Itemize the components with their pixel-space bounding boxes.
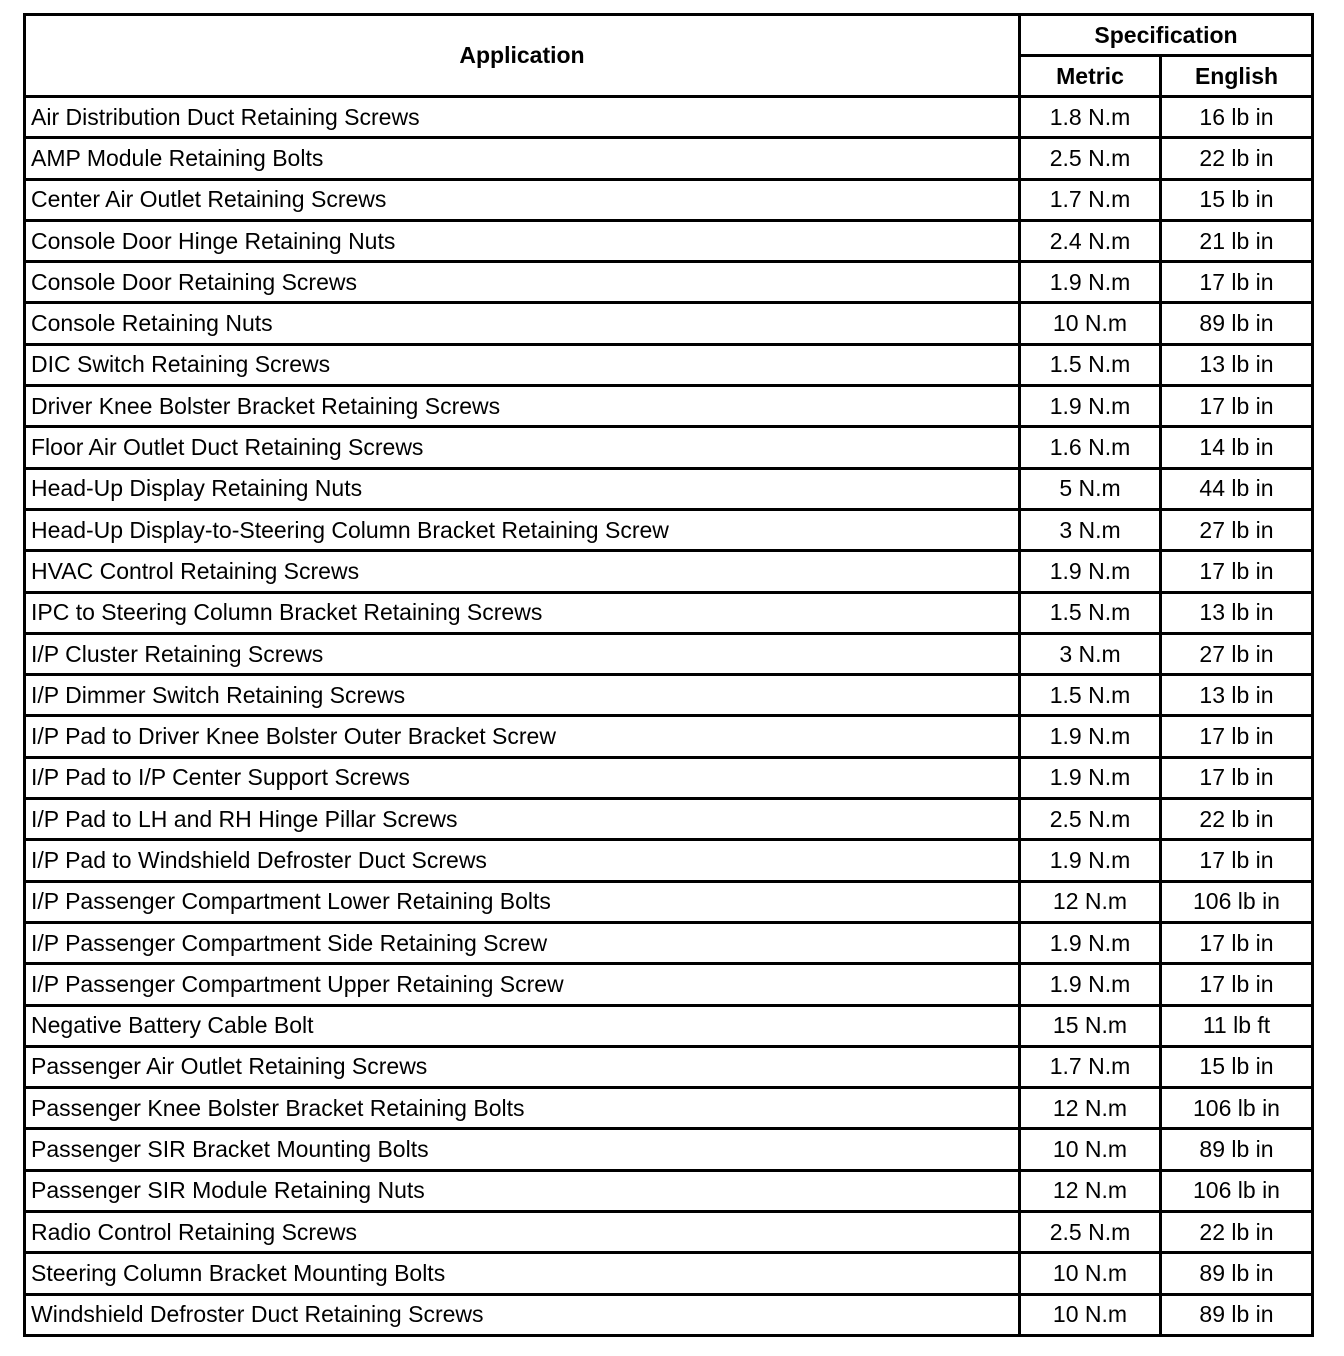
application-cell: I/P Passenger Compartment Lower Retaining Bolts [25, 881, 1020, 922]
application-cell: Head-Up Display Retaining Nuts [25, 468, 1020, 509]
table-row [25, 799, 1313, 840]
table-row [25, 1212, 1313, 1253]
metric-cell: 3 N.m [1020, 509, 1161, 550]
metric-cell: 1.9 N.m [1020, 840, 1161, 881]
english-cell: 22 lb in [1161, 799, 1313, 840]
application-cell: Passenger Air Outlet Retaining Screws [25, 1046, 1020, 1087]
metric-cell: 1.9 N.m [1020, 551, 1161, 592]
metric-cell: 12 N.m [1020, 1170, 1161, 1211]
application-cell: Console Door Retaining Screws [25, 262, 1020, 303]
table-row [25, 427, 1313, 468]
english-cell: 89 lb in [1161, 1129, 1313, 1170]
metric-cell: 1.9 N.m [1020, 757, 1161, 798]
table-header [25, 15, 1313, 97]
application-cell: HVAC Control Retaining Screws [25, 551, 1020, 592]
application-cell: Console Door Hinge Retaining Nuts [25, 220, 1020, 261]
metric-cell: 1.5 N.m [1020, 344, 1161, 385]
table-row [25, 1294, 1313, 1335]
application-cell: Passenger SIR Module Retaining Nuts [25, 1170, 1020, 1211]
metric-cell: 5 N.m [1020, 468, 1161, 509]
application-cell: I/P Pad to Driver Knee Bolster Outer Bracket Screw [25, 716, 1020, 757]
table-row [25, 1046, 1313, 1087]
metric-cell: 1.5 N.m [1020, 592, 1161, 633]
metric-cell: 2.4 N.m [1020, 220, 1161, 261]
application-column-header: Application [25, 15, 1020, 97]
english-cell: 44 lb in [1161, 468, 1313, 509]
english-cell: 17 lb in [1161, 386, 1313, 427]
metric-cell: 12 N.m [1020, 1088, 1161, 1129]
table-row [25, 303, 1313, 344]
metric-cell: 15 N.m [1020, 1005, 1161, 1046]
table-row [25, 468, 1313, 509]
application-cell: I/P Pad to I/P Center Support Screws [25, 757, 1020, 798]
metric-cell: 3 N.m [1020, 633, 1161, 674]
table-row [25, 922, 1313, 963]
metric-column-header: Metric [1020, 56, 1161, 97]
header-row-1 [25, 15, 1313, 56]
application-cell: Driver Knee Bolster Bracket Retaining Screws [25, 386, 1020, 427]
application-cell: Floor Air Outlet Duct Retaining Screws [25, 427, 1020, 468]
english-cell: 15 lb in [1161, 179, 1313, 220]
table-row [25, 633, 1313, 674]
english-cell: 17 lb in [1161, 840, 1313, 881]
english-cell: 89 lb in [1161, 303, 1313, 344]
application-cell: Windshield Defroster Duct Retaining Screws [25, 1294, 1020, 1335]
table-row [25, 138, 1313, 179]
application-cell: Passenger Knee Bolster Bracket Retaining Bolts [25, 1088, 1020, 1129]
metric-cell: 2.5 N.m [1020, 1212, 1161, 1253]
english-cell: 106 lb in [1161, 1088, 1313, 1129]
metric-cell: 1.9 N.m [1020, 964, 1161, 1005]
metric-cell: 12 N.m [1020, 881, 1161, 922]
application-cell: Console Retaining Nuts [25, 303, 1020, 344]
table-row [25, 509, 1313, 550]
table-row [25, 551, 1313, 592]
metric-cell: 1.8 N.m [1020, 97, 1161, 138]
metric-cell: 2.5 N.m [1020, 138, 1161, 179]
application-cell: Head-Up Display-to-Steering Column Bracket Retaining Screw [25, 509, 1020, 550]
english-cell: 15 lb in [1161, 1046, 1313, 1087]
english-cell: 17 lb in [1161, 551, 1313, 592]
table-row [25, 1005, 1313, 1046]
metric-cell: 1.9 N.m [1020, 922, 1161, 963]
metric-cell: 10 N.m [1020, 1253, 1161, 1294]
application-cell: AMP Module Retaining Bolts [25, 138, 1020, 179]
metric-cell: 1.5 N.m [1020, 675, 1161, 716]
english-cell: 17 lb in [1161, 757, 1313, 798]
metric-cell: 2.5 N.m [1020, 799, 1161, 840]
torque-specification-table [23, 13, 1314, 1337]
english-cell: 17 lb in [1161, 262, 1313, 303]
metric-cell: 1.7 N.m [1020, 1046, 1161, 1087]
english-cell: 13 lb in [1161, 592, 1313, 633]
english-cell: 106 lb in [1161, 881, 1313, 922]
metric-cell: 10 N.m [1020, 1294, 1161, 1335]
application-cell: I/P Pad to Windshield Defroster Duct Screws [25, 840, 1020, 881]
english-column-header: English [1161, 56, 1313, 97]
table-row [25, 757, 1313, 798]
english-cell: 16 lb in [1161, 97, 1313, 138]
english-cell: 17 lb in [1161, 922, 1313, 963]
english-cell: 13 lb in [1161, 344, 1313, 385]
english-cell: 13 lb in [1161, 675, 1313, 716]
table-row [25, 840, 1313, 881]
table-row [25, 262, 1313, 303]
application-cell: IPC to Steering Column Bracket Retaining Screws [25, 592, 1020, 633]
metric-cell: 1.9 N.m [1020, 262, 1161, 303]
table-row [25, 881, 1313, 922]
table-row [25, 386, 1313, 427]
table-row [25, 675, 1313, 716]
english-cell: 17 lb in [1161, 964, 1313, 1005]
english-cell: 21 lb in [1161, 220, 1313, 261]
english-cell: 22 lb in [1161, 138, 1313, 179]
application-cell: Steering Column Bracket Mounting Bolts [25, 1253, 1020, 1294]
metric-cell: 1.6 N.m [1020, 427, 1161, 468]
application-cell: I/P Passenger Compartment Upper Retaining Screw [25, 964, 1020, 1005]
english-cell: 11 lb ft [1161, 1005, 1313, 1046]
application-cell: DIC Switch Retaining Screws [25, 344, 1020, 385]
metric-cell: 10 N.m [1020, 303, 1161, 344]
table-row [25, 1129, 1313, 1170]
english-cell: 89 lb in [1161, 1294, 1313, 1335]
metric-cell: 1.9 N.m [1020, 386, 1161, 427]
table-row [25, 1170, 1313, 1211]
metric-cell: 1.7 N.m [1020, 179, 1161, 220]
table-row [25, 1088, 1313, 1129]
english-cell: 22 lb in [1161, 1212, 1313, 1253]
english-cell: 89 lb in [1161, 1253, 1313, 1294]
table-row [25, 592, 1313, 633]
application-cell: Air Distribution Duct Retaining Screws [25, 97, 1020, 138]
table-row [25, 179, 1313, 220]
table-row [25, 716, 1313, 757]
table-row [25, 1253, 1313, 1294]
table-row [25, 344, 1313, 385]
application-cell: I/P Dimmer Switch Retaining Screws [25, 675, 1020, 716]
application-cell: I/P Cluster Retaining Screws [25, 633, 1020, 674]
table-body [25, 97, 1313, 1336]
table-row [25, 97, 1313, 138]
specification-group-header: Specification [1020, 15, 1313, 56]
table-row [25, 964, 1313, 1005]
application-cell: Negative Battery Cable Bolt [25, 1005, 1020, 1046]
application-cell: Passenger SIR Bracket Mounting Bolts [25, 1129, 1020, 1170]
english-cell: 14 lb in [1161, 427, 1313, 468]
english-cell: 27 lb in [1161, 633, 1313, 674]
application-cell: Center Air Outlet Retaining Screws [25, 179, 1020, 220]
english-cell: 106 lb in [1161, 1170, 1313, 1211]
application-cell: Radio Control Retaining Screws [25, 1212, 1020, 1253]
table-row [25, 220, 1313, 261]
application-cell: I/P Passenger Compartment Side Retaining Screw [25, 922, 1020, 963]
metric-cell: 1.9 N.m [1020, 716, 1161, 757]
english-cell: 17 lb in [1161, 716, 1313, 757]
application-cell: I/P Pad to LH and RH Hinge Pillar Screws [25, 799, 1020, 840]
metric-cell: 10 N.m [1020, 1129, 1161, 1170]
english-cell: 27 lb in [1161, 509, 1313, 550]
